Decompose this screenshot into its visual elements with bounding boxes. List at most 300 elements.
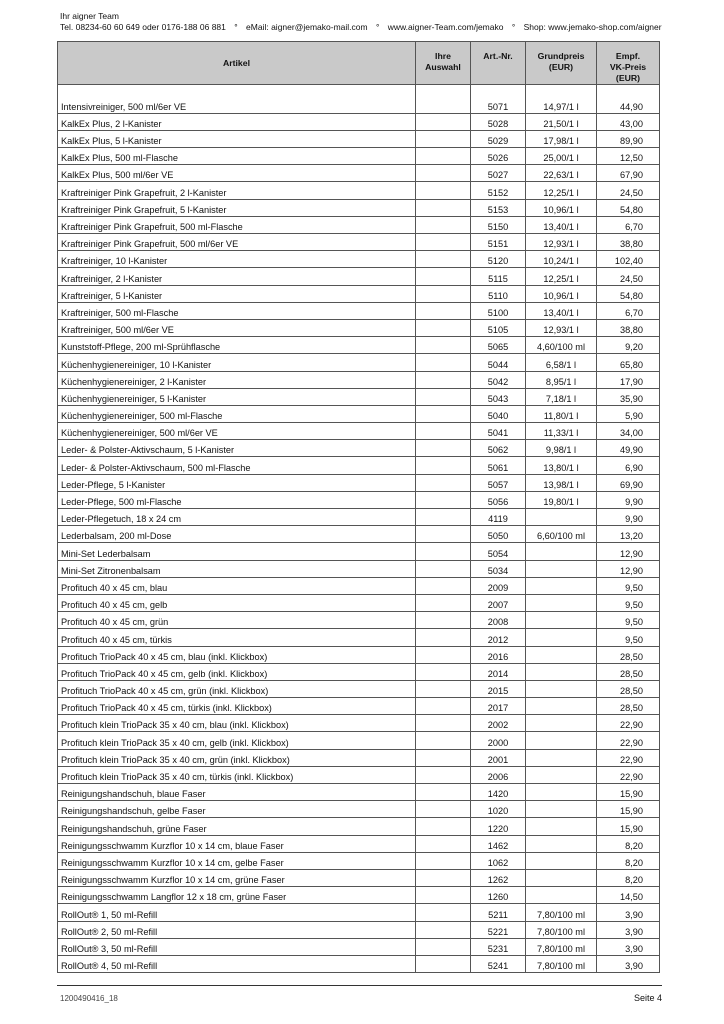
cell-grundpreis [526, 835, 597, 852]
cell-auswahl[interactable] [416, 457, 471, 474]
table-row [58, 835, 660, 852]
cell-artnr: 5211 [471, 904, 526, 921]
cell-grundpreis: 13,98/1 l [526, 474, 597, 491]
cell-artnr: 5071 [471, 96, 526, 113]
cell-grundpreis: 6,60/100 ml [526, 526, 597, 543]
cell-vk-preis: 38,80 [597, 319, 660, 336]
cell-vk-preis: 3,90 [597, 904, 660, 921]
cell-vk-preis: 8,20 [597, 852, 660, 869]
cell-grundpreis [526, 577, 597, 594]
cell-artnr: 5152 [471, 182, 526, 199]
table-row [58, 405, 660, 422]
cell-artikel: Kunststoff-Pflege, 200 ml-Sprühflasche [58, 337, 416, 354]
cell-vk-preis: 9,90 [597, 509, 660, 526]
cell-grundpreis: 7,80/100 ml [526, 938, 597, 955]
cell-artikel: RollOut® 1, 50 ml-Refill [58, 904, 416, 921]
cell-auswahl[interactable] [416, 319, 471, 336]
cell-artikel: Profituch TrioPack 40 x 45 cm, blau (inkl. Klickbox) [58, 646, 416, 663]
cell-artikel: Kraftreiniger Pink Grapefruit, 500 ml-Flasche [58, 216, 416, 233]
cell-auswahl[interactable] [416, 732, 471, 749]
cell-grundpreis: 21,50/1 l [526, 113, 597, 130]
cell-vk-preis: 28,50 [597, 680, 660, 697]
cell-grundpreis: 13,40/1 l [526, 216, 597, 233]
table-row [58, 526, 660, 543]
cell-auswahl[interactable] [416, 371, 471, 388]
shop-link[interactable]: Shop: www.jemako-shop.com/aigner [523, 22, 662, 32]
cell-auswahl[interactable] [416, 646, 471, 663]
cell-artikel: KalkEx Plus, 5 l-Kanister [58, 130, 416, 147]
cell-auswahl[interactable] [416, 354, 471, 371]
cell-artikel: Intensivreiniger, 500 ml/6er VE [58, 96, 416, 113]
cell-vk-preis: 15,90 [597, 801, 660, 818]
cell-auswahl[interactable] [416, 715, 471, 732]
cell-vk-preis: 35,90 [597, 388, 660, 405]
cell-auswahl[interactable] [416, 698, 471, 715]
table-row [58, 543, 660, 560]
cell-artnr: 1062 [471, 852, 526, 869]
cell-grundpreis: 10,96/1 l [526, 199, 597, 216]
table-row [58, 818, 660, 835]
cell-vk-preis: 14,50 [597, 887, 660, 904]
cell-auswahl[interactable] [416, 96, 471, 113]
cell-grundpreis: 11,80/1 l [526, 405, 597, 422]
cell-grundpreis [526, 784, 597, 801]
cell-grundpreis [526, 629, 597, 646]
cell-artikel: Reinigungsschwamm Kurzflor 10 x 14 cm, gelbe Faser [58, 852, 416, 869]
cell-artnr: 5151 [471, 234, 526, 251]
cell-grundpreis [526, 543, 597, 560]
cell-artikel: Profituch 40 x 45 cm, blau [58, 577, 416, 594]
cell-vk-preis: 17,90 [597, 371, 660, 388]
table-row [58, 285, 660, 302]
table-row [58, 440, 660, 457]
separator: ° [234, 22, 238, 32]
cell-auswahl[interactable] [416, 268, 471, 285]
cell-auswahl[interactable] [416, 337, 471, 354]
cell-artikel: Küchenhygienereiniger, 500 ml/6er VE [58, 423, 416, 440]
cell-artnr: 5120 [471, 251, 526, 268]
cell-artikel: Reinigungsschwamm Langflor 12 x 18 cm, grüne Faser [58, 887, 416, 904]
cell-vk-preis: 22,90 [597, 732, 660, 749]
cell-artnr: 5110 [471, 285, 526, 302]
cell-artikel: Kraftreiniger, 500 ml/6er VE [58, 319, 416, 336]
table-row [58, 423, 660, 440]
contact-line [60, 22, 662, 33]
cell-artnr: 5034 [471, 560, 526, 577]
cell-artikel: KalkEx Plus, 500 ml/6er VE [58, 165, 416, 182]
table-row [58, 96, 660, 113]
table-row [58, 663, 660, 680]
cell-grundpreis [526, 560, 597, 577]
cell-artikel: Mini-Set Lederbalsam [58, 543, 416, 560]
cell-grundpreis [526, 663, 597, 680]
cell-grundpreis [526, 680, 597, 697]
cell-vk-preis: 38,80 [597, 234, 660, 251]
table-row [58, 199, 660, 216]
cell-auswahl[interactable] [416, 216, 471, 233]
cell-auswahl[interactable] [416, 251, 471, 268]
cell-auswahl[interactable] [416, 869, 471, 886]
cell-artikel: Reinigungshandschuh, gelbe Faser [58, 801, 416, 818]
table-row [58, 904, 660, 921]
cell-artikel: Leder-Pflegetuch, 18 x 24 cm [58, 509, 416, 526]
cell-artnr: 5057 [471, 474, 526, 491]
table-row [58, 337, 660, 354]
table-row [58, 766, 660, 783]
cell-grundpreis [526, 887, 597, 904]
separator: ° [375, 22, 380, 32]
email-text: eMail: aigner@jemako-mail.com [246, 22, 368, 32]
table-row [58, 216, 660, 233]
cell-artnr: 2002 [471, 715, 526, 732]
cell-grundpreis: 22,63/1 l [526, 165, 597, 182]
cell-vk-preis: 65,80 [597, 354, 660, 371]
cell-artnr: 5054 [471, 543, 526, 560]
cell-artnr: 5241 [471, 955, 526, 972]
cell-vk-preis: 54,80 [597, 199, 660, 216]
cell-grundpreis [526, 646, 597, 663]
cell-grundpreis: 4,60/100 ml [526, 337, 597, 354]
cell-vk-preis: 13,20 [597, 526, 660, 543]
cell-auswahl[interactable] [416, 938, 471, 955]
cell-artikel: Lederbalsam, 200 ml-Dose [58, 526, 416, 543]
table-row [58, 474, 660, 491]
cell-artnr: 5040 [471, 405, 526, 422]
cell-artikel: Reinigungshandschuh, grüne Faser [58, 818, 416, 835]
cell-vk-preis: 3,90 [597, 955, 660, 972]
cell-artikel: Profituch klein TrioPack 35 x 40 cm, grün (inkl. Klickbox) [58, 749, 416, 766]
cell-artikel: Reinigungshandschuh, blaue Faser [58, 784, 416, 801]
cell-auswahl[interactable] [416, 388, 471, 405]
cell-auswahl[interactable] [416, 165, 471, 182]
table-row [58, 629, 660, 646]
cell-vk-preis: 34,00 [597, 423, 660, 440]
cell-auswahl[interactable] [416, 955, 471, 972]
cell-vk-preis: 3,90 [597, 938, 660, 955]
cell-artnr: 1262 [471, 869, 526, 886]
cell-auswahl[interactable] [416, 594, 471, 611]
cell-artikel: Profituch 40 x 45 cm, grün [58, 612, 416, 629]
table-row [58, 749, 660, 766]
cell-grundpreis: 13,40/1 l [526, 302, 597, 319]
col-vk [597, 42, 660, 85]
cell-grundpreis: 9,98/1 l [526, 440, 597, 457]
cell-artikel: KalkEx Plus, 500 ml-Flasche [58, 148, 416, 165]
table-row [58, 509, 660, 526]
cell-artikel: Profituch 40 x 45 cm, gelb [58, 594, 416, 611]
table-row [58, 268, 660, 285]
table-row [58, 594, 660, 611]
cell-artikel: Kraftreiniger, 5 l-Kanister [58, 285, 416, 302]
cell-grundpreis: 25,00/1 l [526, 148, 597, 165]
cell-vk-preis: 9,50 [597, 612, 660, 629]
cell-artnr: 1020 [471, 801, 526, 818]
table-row [58, 698, 660, 715]
cell-vk-preis: 12,50 [597, 148, 660, 165]
cell-grundpreis [526, 749, 597, 766]
cell-grundpreis: 13,80/1 l [526, 457, 597, 474]
cell-artnr: 1260 [471, 887, 526, 904]
cell-artikel: Profituch klein TrioPack 35 x 40 cm, gelb (inkl. Klickbox) [58, 732, 416, 749]
cell-auswahl[interactable] [416, 887, 471, 904]
cell-vk-preis: 28,50 [597, 663, 660, 680]
table-row [58, 921, 660, 938]
cell-artikel: Leder- & Polster-Aktivschaum, 500 ml-Flasche [58, 457, 416, 474]
col-vk-line2: VK-Preis [609, 62, 647, 72]
table-row [58, 612, 660, 629]
cell-grundpreis: 6,58/1 l [526, 354, 597, 371]
cell-grundpreis [526, 818, 597, 835]
cell-grundpreis: 7,80/100 ml [526, 904, 597, 921]
cell-artnr: 5100 [471, 302, 526, 319]
cell-grundpreis [526, 852, 597, 869]
cell-artnr: 2007 [471, 594, 526, 611]
website-link[interactable]: www.aigner-Team.com/jemako [387, 22, 504, 32]
cell-auswahl[interactable] [416, 560, 471, 577]
cell-auswahl[interactable] [416, 784, 471, 801]
cell-artnr: 5221 [471, 921, 526, 938]
cell-auswahl[interactable] [416, 680, 471, 697]
table-row [58, 801, 660, 818]
cell-artnr: 5027 [471, 165, 526, 182]
cell-auswahl[interactable] [416, 921, 471, 938]
cell-auswahl[interactable] [416, 182, 471, 199]
cell-artikel: Kraftreiniger, 10 l-Kanister [58, 251, 416, 268]
cell-vk-preis: 8,20 [597, 869, 660, 886]
cell-artnr: 5043 [471, 388, 526, 405]
cell-auswahl[interactable] [416, 491, 471, 508]
cell-grundpreis: 12,93/1 l [526, 234, 597, 251]
cell-artikel: Kraftreiniger, 500 ml-Flasche [58, 302, 416, 319]
table-row [58, 955, 660, 972]
cell-artnr: 5026 [471, 148, 526, 165]
col-auswahl [416, 42, 471, 85]
cell-vk-preis: 6,90 [597, 457, 660, 474]
cell-grundpreis: 10,24/1 l [526, 251, 597, 268]
cell-grundpreis: 7,80/100 ml [526, 955, 597, 972]
cell-artnr: 5115 [471, 268, 526, 285]
table-row [58, 784, 660, 801]
table-header-row [58, 42, 660, 85]
page-header [60, 11, 662, 33]
cell-artnr: 5044 [471, 354, 526, 371]
cell-grundpreis [526, 766, 597, 783]
cell-auswahl[interactable] [416, 852, 471, 869]
cell-auswahl[interactable] [416, 749, 471, 766]
table-row [58, 234, 660, 251]
cell-vk-preis: 9,20 [597, 337, 660, 354]
cell-vk-preis: 12,90 [597, 560, 660, 577]
cell-artnr: 2016 [471, 646, 526, 663]
cell-artikel: Reinigungsschwamm Kurzflor 10 x 14 cm, grüne Faser [58, 869, 416, 886]
cell-artikel: Leder- & Polster-Aktivschaum, 5 l-Kanister [58, 440, 416, 457]
cell-grundpreis: 12,25/1 l [526, 182, 597, 199]
cell-artikel: Kraftreiniger Pink Grapefruit, 2 l-Kanister [58, 182, 416, 199]
cell-auswahl[interactable] [416, 543, 471, 560]
cell-vk-preis: 22,90 [597, 749, 660, 766]
cell-auswahl[interactable] [416, 509, 471, 526]
cell-vk-preis: 22,90 [597, 715, 660, 732]
cell-auswahl[interactable] [416, 423, 471, 440]
cell-auswahl[interactable] [416, 113, 471, 130]
cell-auswahl[interactable] [416, 766, 471, 783]
cell-artikel: Küchenhygienereiniger, 500 ml-Flasche [58, 405, 416, 422]
cell-artnr: 2009 [471, 577, 526, 594]
col-auswahl-line1: Ihre [435, 51, 451, 61]
cell-artikel: Mini-Set Zitronenbalsam [58, 560, 416, 577]
cell-grundpreis [526, 732, 597, 749]
table-row [58, 148, 660, 165]
col-grundpreis-line2: (EUR) [548, 62, 574, 72]
cell-vk-preis: 9,90 [597, 491, 660, 508]
cell-artnr: 5061 [471, 457, 526, 474]
col-grundpreis-line1: Grundpreis [537, 51, 585, 61]
cell-artikel: Kraftreiniger Pink Grapefruit, 5 l-Kanister [58, 199, 416, 216]
cell-auswahl[interactable] [416, 405, 471, 422]
cell-vk-preis: 9,50 [597, 629, 660, 646]
cell-vk-preis: 8,20 [597, 835, 660, 852]
cell-vk-preis: 6,70 [597, 302, 660, 319]
cell-artnr: 5065 [471, 337, 526, 354]
table-row [58, 577, 660, 594]
cell-artikel: RollOut® 4, 50 ml-Refill [58, 955, 416, 972]
cell-artikel: Profituch TrioPack 40 x 45 cm, gelb (inkl. Klickbox) [58, 663, 416, 680]
table-row [58, 560, 660, 577]
cell-vk-preis: 49,90 [597, 440, 660, 457]
cell-auswahl[interactable] [416, 612, 471, 629]
cell-vk-preis: 15,90 [597, 818, 660, 835]
table-row [58, 371, 660, 388]
cell-auswahl[interactable] [416, 904, 471, 921]
table-row [58, 251, 660, 268]
cell-artikel: KalkEx Plus, 2 l-Kanister [58, 113, 416, 130]
cell-artnr: 1220 [471, 818, 526, 835]
cell-vk-preis: 69,90 [597, 474, 660, 491]
col-artikel: Artikel [58, 42, 416, 85]
cell-grundpreis: 17,98/1 l [526, 130, 597, 147]
cell-auswahl[interactable] [416, 818, 471, 835]
col-artnr [471, 42, 526, 85]
cell-auswahl[interactable] [416, 302, 471, 319]
cell-artnr: 5050 [471, 526, 526, 543]
cell-artnr: 5056 [471, 491, 526, 508]
cell-artnr: 2006 [471, 766, 526, 783]
table-row [58, 938, 660, 955]
table-row [58, 869, 660, 886]
table-row [58, 113, 660, 130]
table-row [58, 388, 660, 405]
table-row [58, 491, 660, 508]
cell-artikel: Profituch TrioPack 40 x 45 cm, grün (inkl. Klickbox) [58, 680, 416, 697]
cell-auswahl[interactable] [416, 234, 471, 251]
cell-grundpreis: 11,33/1 l [526, 423, 597, 440]
separator: ° [511, 22, 516, 32]
cell-artikel: RollOut® 2, 50 ml-Refill [58, 921, 416, 938]
cell-grundpreis [526, 801, 597, 818]
cell-vk-preis: 89,90 [597, 130, 660, 147]
cell-auswahl[interactable] [416, 629, 471, 646]
cell-vk-preis: 9,50 [597, 577, 660, 594]
cell-artnr: 4119 [471, 509, 526, 526]
cell-auswahl[interactable] [416, 440, 471, 457]
cell-artnr: 2001 [471, 749, 526, 766]
cell-vk-preis: 22,90 [597, 766, 660, 783]
cell-artnr: 5042 [471, 371, 526, 388]
cell-grundpreis [526, 715, 597, 732]
cell-vk-preis: 43,00 [597, 113, 660, 130]
cell-vk-preis: 54,80 [597, 285, 660, 302]
cell-auswahl[interactable] [416, 130, 471, 147]
cell-artnr: 2014 [471, 663, 526, 680]
table-row [58, 165, 660, 182]
cell-auswahl[interactable] [416, 663, 471, 680]
cell-grundpreis [526, 612, 597, 629]
footer-rule [57, 985, 662, 986]
cell-vk-preis: 28,50 [597, 698, 660, 715]
cell-auswahl[interactable] [416, 526, 471, 543]
cell-artikel: Leder-Pflege, 5 l-Kanister [58, 474, 416, 491]
cell-auswahl[interactable] [416, 835, 471, 852]
table-row [58, 887, 660, 904]
cell-artnr: 5028 [471, 113, 526, 130]
cell-artnr: 2017 [471, 698, 526, 715]
cell-grundpreis: 12,25/1 l [526, 268, 597, 285]
cell-vk-preis: 28,50 [597, 646, 660, 663]
cell-auswahl[interactable] [416, 474, 471, 491]
table-row [58, 182, 660, 199]
cell-auswahl[interactable] [416, 148, 471, 165]
cell-grundpreis: 14,97/1 l [526, 96, 597, 113]
cell-artikel: Kraftreiniger Pink Grapefruit, 500 ml/6er VE [58, 234, 416, 251]
cell-artnr: 5062 [471, 440, 526, 457]
cell-grundpreis [526, 509, 597, 526]
cell-grundpreis: 7,80/100 ml [526, 921, 597, 938]
table-row [58, 354, 660, 371]
cell-artnr: 2000 [471, 732, 526, 749]
cell-grundpreis: 7,18/1 l [526, 388, 597, 405]
table-row [58, 715, 660, 732]
cell-artnr: 1420 [471, 784, 526, 801]
table-row [58, 732, 660, 749]
col-vk-line3: (EUR) [615, 73, 641, 83]
cell-vk-preis: 15,90 [597, 784, 660, 801]
cell-vk-preis: 102,40 [597, 251, 660, 268]
table-row [58, 130, 660, 147]
cell-artikel: Reinigungsschwamm Kurzflor 10 x 14 cm, blaue Faser [58, 835, 416, 852]
cell-vk-preis: 6,70 [597, 216, 660, 233]
cell-artikel: RollOut® 3, 50 ml-Refill [58, 938, 416, 955]
cell-vk-preis: 12,90 [597, 543, 660, 560]
cell-artnr: 2012 [471, 629, 526, 646]
cell-auswahl[interactable] [416, 577, 471, 594]
cell-grundpreis: 10,96/1 l [526, 285, 597, 302]
table-row [58, 680, 660, 697]
document-id: 1200490416_18 [60, 994, 118, 1003]
price-table [57, 41, 660, 973]
cell-artnr: 5041 [471, 423, 526, 440]
page-number: Seite 4 [633, 993, 662, 1003]
cell-artikel: Profituch TrioPack 40 x 45 cm, türkis (inkl. Klickbox) [58, 698, 416, 715]
cell-vk-preis: 44,90 [597, 96, 660, 113]
cell-vk-preis: 24,50 [597, 268, 660, 285]
cell-grundpreis: 8,95/1 l [526, 371, 597, 388]
cell-auswahl[interactable] [416, 285, 471, 302]
cell-auswahl[interactable] [416, 801, 471, 818]
table-row [58, 457, 660, 474]
cell-artikel: Küchenhygienereiniger, 10 l-Kanister [58, 354, 416, 371]
cell-grundpreis: 19,80/1 l [526, 491, 597, 508]
cell-auswahl[interactable] [416, 199, 471, 216]
